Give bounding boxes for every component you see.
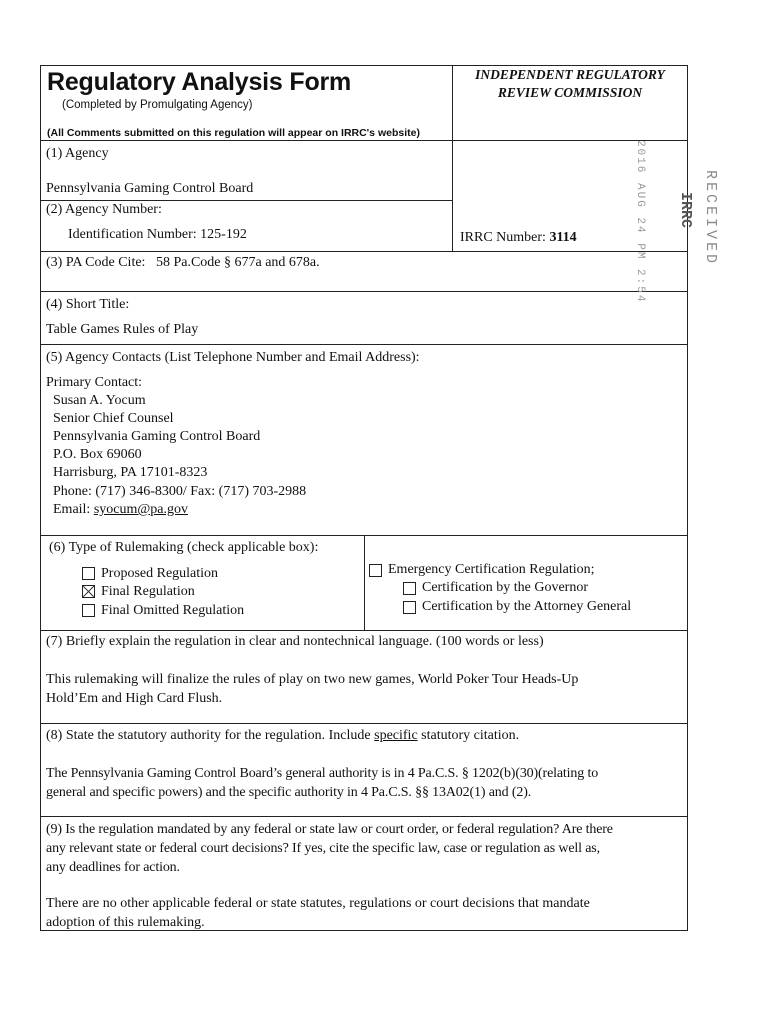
option-certification-attorney-general: Certification by the Attorney General [422,599,632,614]
mandate-answer-line-1: There are no other applicable federal or state statutes, regulations or court decisions that mandate [46,896,590,911]
rulemaking-label: (6) Type of Rulemaking (check applicable box): [49,540,319,555]
divider-rulemaking [40,630,688,631]
contact-position: Senior Chief Counsel [53,411,174,426]
contact-email [53,502,188,518]
date-stamp: 2016 AUG 24 PM 2:54 [634,140,646,304]
divider-code-cite [40,291,688,292]
divider-agency-number [40,251,688,252]
short-title-value: Table Games Rules of Play [46,322,199,337]
mandate-answer [46,894,590,932]
authority-label-start: (8) State the statutory authority for the regulation. Include [46,728,375,743]
form-subtitle: (Completed by Promulgating Agency) [62,99,253,111]
checkbox-final-regulation[interactable] [82,585,95,598]
contact-organization: Pennsylvania Gaming Control Board [53,429,261,444]
contact-po-box: P.O. Box 69060 [53,447,142,462]
identification-number: Identification Number: 125-192 [68,227,247,242]
commission-line-2: REVIEW COMMISSION [497,85,643,100]
contacts-label: (5) Agency Contacts (List Telephone Number and Email Address): [46,350,420,365]
checkbox-certification-governor[interactable] [403,582,416,595]
option-emergency-certification: Emergency Certification Regulation; [388,562,595,577]
divider-explain [40,723,688,724]
mandate-answer-line-2: adoption of this rulemaking. [46,915,205,930]
authority-label-underlined: specific [374,728,418,743]
authority-line-2: general and specific powers) and the specific authority in 4 Pa.C.S. §§ 13A02(1) and (2). [46,785,532,800]
authority-answer [46,764,598,802]
mandate-line-2: any relevant state or federal court decisions? If yes, cite the specific law, case or regulation as well as, [46,841,600,856]
option-certification-governor: Certification by the Governor [422,580,589,595]
agency-label: (1) Agency [46,146,109,161]
code-cite-label: (3) PA Code Cite: [46,255,146,270]
irrc-number [460,230,577,246]
primary-contact-label: Primary Contact: [46,375,143,390]
divider-header [40,140,688,141]
checkbox-final-omitted-regulation[interactable] [82,604,95,617]
explain-label: (7) Briefly explain the regulation in clear and nontechnical language. (100 words or less) [46,634,544,649]
explain-answer [46,670,578,708]
divider-agency [40,200,452,201]
checkbox-certification-attorney-general[interactable] [403,601,416,614]
form-title: Regulatory Analysis Form [47,68,352,96]
commission-heading [452,66,688,102]
contact-email-label: Email: [53,502,91,517]
divider-authority [40,816,688,817]
irrc-number-label: IRRC Number: [460,230,546,245]
contact-phone: Phone: (717) 346-8300/ Fax: (717) 703-2988 [53,484,307,499]
explain-line-2: Hold’Em and High Card Flush. [46,691,223,706]
short-title-label: (4) Short Title: [46,297,130,312]
contact-city: Harrisburg, PA 17101-8323 [53,465,208,480]
contact-name: Susan A. Yocum [53,393,146,408]
authority-label-end: statutory citation. [417,728,520,743]
irrc-stamp: IRRC [677,192,694,229]
irrc-number-value: 3114 [549,230,577,245]
authority-label [46,728,519,744]
checkbox-emergency-certification[interactable] [369,564,382,577]
code-cite [46,255,320,271]
authority-line-1: The Pennsylvania Gaming Control Board’s general authority is in 4 Pa.C.S. § 1202(b)(30)(relating to [46,766,599,781]
explain-line-1: This rulemaking will finalize the rules of play on two new games, World Poker Tour Heads-Up [46,672,579,687]
code-cite-value: 58 Pa.Code § 677a and 678a. [155,255,320,270]
contact-email-link[interactable]: syocum@pa.gov [93,502,188,517]
option-final-omitted-regulation: Final Omitted Regulation [101,603,245,618]
commission-line-1: INDEPENDENT REGULATORY [475,67,665,82]
agency-number-label: (2) Agency Number: [46,202,162,217]
divider-short-title [40,344,688,345]
comments-note: (All Comments submitted on this regulation will appear on IRRC's website) [47,127,420,139]
received-stamp: RECEIVED [702,170,719,267]
mandate-line-3: any deadlines for action. [46,860,180,875]
option-proposed-regulation: Proposed Regulation [101,566,219,581]
agency-name: Pennsylvania Gaming Control Board [46,181,254,196]
mandate-question [46,820,613,877]
divider-rulemaking-column [364,535,365,630]
mandate-line-1: (9) Is the regulation mandated by any federal or state law or court order, or federal regulation? Are there [46,822,613,837]
checkbox-proposed-regulation[interactable] [82,567,95,580]
option-final-regulation: Final Regulation [101,584,195,599]
